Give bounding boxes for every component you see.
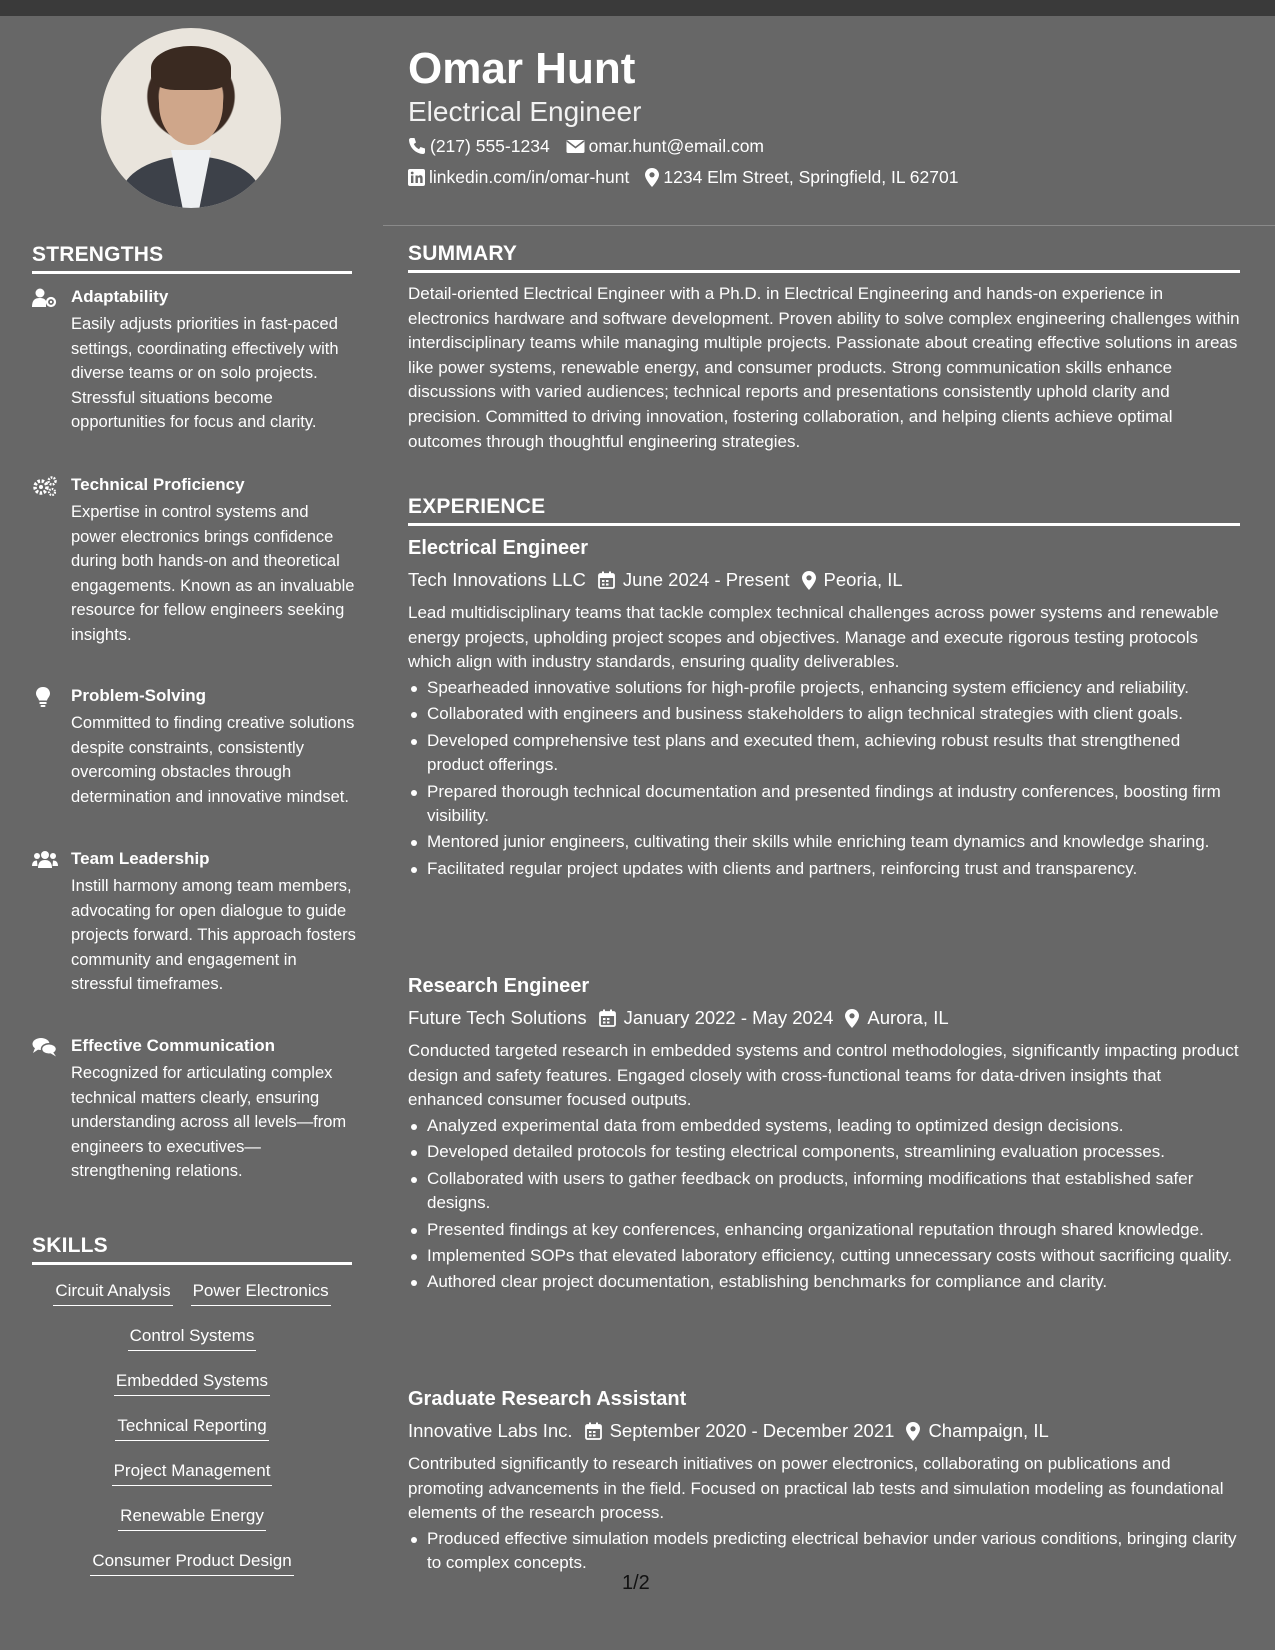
job-company: Future Tech Solutions [408, 1007, 587, 1028]
job-title: Research Engineer [408, 975, 590, 997]
skill-row [32, 1415, 352, 1460]
skill-tag: Embedded Systems [114, 1370, 270, 1396]
calendar-icon [599, 1009, 616, 1027]
skill-tag: Control Systems [128, 1325, 257, 1351]
address-text: 1234 Elm Street, Springfield, IL 62701 [663, 167, 959, 187]
skills-heading: SKILLS [32, 1234, 352, 1265]
users-icon [32, 850, 58, 870]
skill-tag: Circuit Analysis [53, 1280, 172, 1306]
skill-tag: Consumer Product Design [90, 1550, 293, 1576]
strength-name: Adaptability [71, 287, 169, 306]
contact-row-1 [408, 134, 780, 158]
experience-heading: EXPERIENCE [408, 495, 1240, 526]
summary-text: Detail-oriented Electrical Engineer with a Ph.D. in Electrical Engineering and hands-on experience in electronics hardware and software development. Proven ability to solve complex engineering challenges within interdisciplinary teams while managing multiple projects. Passionate about creating effective solutions in areas like power systems, renewable energy, and consumer products. Strong communication skills enhance discussions with varied audiences; technical reports and presentations consistently uphold clarity and precision. Committed to driving innovation, fostering collaboration, and helping clients achieve optimal outcomes through thoughtful engineering strategies. [408, 284, 1240, 451]
user-gear-icon [32, 288, 58, 308]
skill-row [32, 1370, 352, 1415]
job-location-text: Champaign, IL [928, 1420, 1049, 1441]
job-bullets [408, 1527, 1240, 1578]
strength-desc: Recognized for articulating complex technical matters clearly, ensuring understanding across all levels—from engineers to executives—strengthening relations. [71, 1064, 347, 1180]
phone-text: (217) 555-1234 [430, 136, 550, 156]
skill-row [32, 1460, 352, 1505]
strength-name: Problem-Solving [71, 686, 207, 705]
skill-tag: Project Management [112, 1460, 273, 1486]
gears-icon [32, 476, 58, 496]
page-number: 1/2 [622, 1572, 650, 1594]
calendar-icon [598, 571, 615, 589]
job-meta [408, 1418, 1061, 1444]
bullet-item: Prepared thorough technical documentation and presented findings at industry conferences, boosting firm visibility. [408, 780, 1240, 829]
skill-row [32, 1505, 352, 1550]
map-marker-icon [645, 168, 659, 187]
map-marker-icon [906, 1422, 920, 1441]
job-dates [598, 567, 790, 593]
contact-row-2 [408, 165, 974, 189]
job-location [845, 1005, 948, 1031]
bullet-item: Collaborated with engineers and business stakeholders to align technical strategies with client goals. [408, 702, 1240, 726]
bullet-item: Implemented SOPs that elevated laboratory efficiency, cutting unnecessary costs without sacrificing quality. [408, 1244, 1240, 1268]
header-divider [383, 225, 1275, 226]
bullet-item: Facilitated regular project updates with clients and partners, reinforcing trust and transparency. [408, 857, 1240, 881]
job-dates [585, 1418, 895, 1444]
strength-desc: Committed to finding creative solutions despite constraints, consistently overcoming obstacles through determination and innovative mindset. [71, 714, 355, 806]
bullet-item: Collaborated with users to gather feedback on products, informing modifications that established safer designs. [408, 1167, 1240, 1216]
summary-heading: SUMMARY [408, 242, 1240, 273]
bullet-item: Developed detailed protocols for testing electrical components, streamlining evaluation processes. [408, 1140, 1240, 1164]
skill-tag: Renewable Energy [118, 1505, 266, 1531]
bullet-item: Mentored junior engineers, cultivating their skills while enriching team dynamics and knowledge sharing. [408, 830, 1240, 854]
bullet-item: Presented findings at key conferences, enhancing organizational reputation through shared knowledge. [408, 1218, 1240, 1242]
skill-tag: Technical Reporting [115, 1415, 268, 1441]
job-title: Electrical Engineer [408, 537, 589, 559]
job-bullets [408, 1114, 1240, 1297]
strength-name: Team Leadership [71, 849, 210, 868]
comments-icon [32, 1037, 58, 1057]
job-description: Lead multidisciplinary teams that tackle complex technical challenges across power systems and renewable energy projects, upholding project scopes and objectives. Manage and execute rigorous testing protocols which align with industry standards, ensuring quality deliverables. [408, 603, 1219, 672]
job-location-text: Peoria, IL [823, 569, 903, 590]
bullet-item: Authored clear project documentation, establishing benchmarks for compliance and clarity. [408, 1270, 1240, 1294]
contact-email [566, 134, 764, 158]
job-dates-text: January 2022 - May 2024 [623, 1007, 834, 1028]
job-bullets [408, 676, 1240, 883]
linkedin-icon [408, 169, 425, 186]
strength-desc: Easily adjusts priorities in fast-paced settings, coordinating effectively with diverse teams or on solo projects. Stressful situations become opportunities for focus and clarity. [71, 315, 339, 431]
top-bar [0, 0, 1275, 16]
strengths-heading: STRENGTHS [32, 243, 352, 274]
job-title: Graduate Research Assistant [408, 1388, 687, 1410]
job-company: Innovative Labs Inc. [408, 1420, 573, 1441]
email-text: omar.hunt@email.com [588, 136, 765, 156]
skill-row [32, 1550, 352, 1595]
strength-desc: Instill harmony among team members, advocating for open dialogue to guide projects forward. This approach fosters community and engagement in stressful timeframes. [71, 877, 356, 993]
job-dates-text: June 2024 - Present [622, 569, 790, 590]
job-description: Conducted targeted research in embedded systems and control methodologies, significantly impacting product design and safety features. Engaged closely with cross-functional teams for data-driven insights that enhanced consumer focused outputs. [408, 1041, 1239, 1110]
job-location-text: Aurora, IL [867, 1007, 949, 1028]
map-marker-icon [802, 571, 816, 590]
contact-address [645, 165, 958, 189]
skill-row [32, 1325, 352, 1370]
contact-phone [408, 134, 550, 158]
profile-photo [101, 28, 281, 208]
bullet-item: Analyzed experimental data from embedded systems, leading to optimized design decisions. [408, 1114, 1240, 1138]
strength-desc: Expertise in control systems and power electronics brings confidence during both hands-on and theoretical engagements. Known as an invaluable resource for fellow engineers seeking insights. [71, 503, 355, 644]
skills-list [32, 1280, 352, 1595]
contact-linkedin [408, 165, 629, 189]
linkedin-text: linkedin.com/in/omar-hunt [429, 167, 630, 187]
skill-tag: Power Electronics [191, 1280, 331, 1306]
bullet-item: Spearheaded innovative solutions for high-profile projects, enhancing system efficiency and reliability. [408, 676, 1240, 700]
job-meta [408, 1005, 961, 1031]
job-meta [408, 567, 915, 593]
job-location [802, 567, 903, 593]
strength-name: Technical Proficiency [71, 475, 245, 494]
phone-icon [408, 137, 426, 155]
envelope-icon [566, 139, 585, 154]
calendar-icon [585, 1422, 602, 1440]
job-location [906, 1418, 1048, 1444]
candidate-name: Omar Hunt [408, 44, 636, 93]
candidate-title: Electrical Engineer [408, 96, 642, 127]
lightbulb-icon [32, 687, 58, 707]
bullet-item: Developed comprehensive test plans and executed them, achieving robust results that strengthened product offerings. [408, 729, 1240, 778]
job-description: Contributed significantly to research initiatives on power electronics, collaborating on publications and promoting advancements in the field. Focused on practical lab tests and simulation modeling as foundational elements of the research process. [408, 1454, 1224, 1523]
job-dates [599, 1005, 834, 1031]
skill-row [32, 1280, 352, 1325]
job-dates-text: September 2020 - December 2021 [609, 1420, 895, 1441]
strength-name: Effective Communication [71, 1036, 276, 1055]
job-company: Tech Innovations LLC [408, 569, 586, 590]
bullet-item: Produced effective simulation models predicting electrical behavior under various conditions, bringing clarity to complex concepts. [408, 1527, 1240, 1576]
map-marker-icon [845, 1009, 859, 1028]
